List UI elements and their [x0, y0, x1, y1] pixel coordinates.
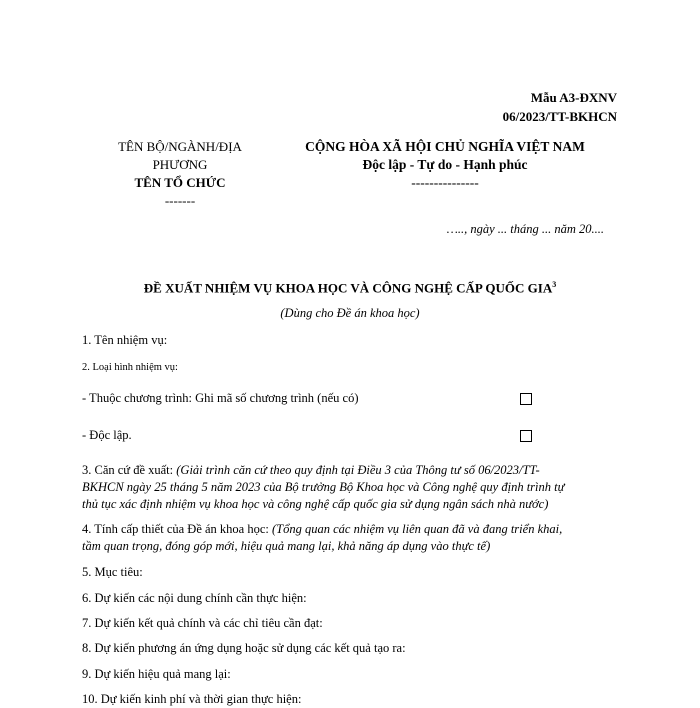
date-line: ….., ngày ... tháng ... năm 20.... [446, 222, 604, 236]
item-1: 1. Tên nhiệm vụ: [82, 333, 168, 347]
item-3-note-end: thủ tục xác định nhiệm vụ khoa học và công nghệ cấp quốc gia sử dụng ngân sách nhà nước) [82, 497, 549, 511]
document-title [0, 280, 700, 296]
footnote-marker: 3 [552, 280, 557, 289]
item-6: 6. Dự kiến các nội dung chính cần thực hiện: [82, 591, 307, 605]
item-5: 5. Mục tiêu: [82, 565, 143, 579]
organization-divider: ------- [164, 193, 196, 208]
ministry-name-cont: PHƯƠNG [152, 157, 208, 172]
option-program: - Thuộc chương trình: Ghi mã số chương trình (nếu có) [82, 391, 359, 405]
option-independent: - Độc lập. [82, 428, 132, 442]
document-subtitle: (Dùng cho Đề án khoa học) [280, 306, 420, 320]
program-checkbox[interactable] [520, 393, 532, 405]
organization-name: TÊN TỔ CHỨC [134, 175, 226, 190]
independent-checkbox[interactable] [520, 430, 532, 442]
item-4-label: 4. Tính cấp thiết của Đề án khoa học: [82, 522, 269, 536]
item-4-note: (Tổng quan các nhiệm vụ liên quan đã và đang triển khai, [271, 522, 563, 536]
item-3-note-cont: BKHCN ngày 25 tháng 5 năm 2023 của Bộ trưởng Bộ Khoa học và Công nghệ quy định trình tự [82, 480, 565, 494]
national-header [300, 138, 590, 192]
ministry-name: TÊN BỘ/NGÀNH/ĐỊA [118, 139, 242, 154]
document-title-text: ĐỀ XUẤT NHIỆM VỤ KHOA HỌC VÀ CÔNG NGHỆ CẤP QUỐC GIA [143, 280, 553, 296]
item-10: 10. Dự kiến kinh phí và thời gian thực hiện: [82, 692, 302, 706]
form-code [503, 88, 617, 126]
item-2: 2. Loại hình nhiệm vụ: [82, 362, 178, 373]
item-7: 7. Dự kiến kết quả chính và các chỉ tiêu cần đạt: [82, 616, 323, 630]
item-9: 9. Dự kiến hiệu quả mang lại: [82, 667, 231, 681]
form-code-line1: Mẫu A3-ĐXNV [530, 90, 617, 105]
item-8: 8. Dự kiến phương án ứng dụng hoặc sử dụng các kết quả tạo ra: [82, 641, 406, 655]
organization-header [95, 138, 265, 210]
item-4-note-cont: tầm quan trọng, đóng góp mới, hiệu quả mang lại, khả năng áp dụng vào thực tế) [82, 539, 491, 553]
item-4 [82, 521, 622, 555]
item-3 [82, 462, 622, 513]
item-3-note: (Giải trình căn cứ theo quy định tại Điều 3 của Thông tư số 06/2023/TT- [176, 463, 540, 477]
country-name: CỘNG HÒA XÃ HỘI CHỦ NGHĨA VIỆT NAM [305, 139, 585, 154]
national-motto: Độc lập - Tự do - Hạnh phúc [362, 157, 528, 172]
national-divider: --------------- [411, 175, 479, 190]
form-code-line2: 06/2023/TT-BKHCN [502, 109, 617, 124]
item-3-label: 3. Căn cứ đề xuất: [82, 463, 174, 477]
